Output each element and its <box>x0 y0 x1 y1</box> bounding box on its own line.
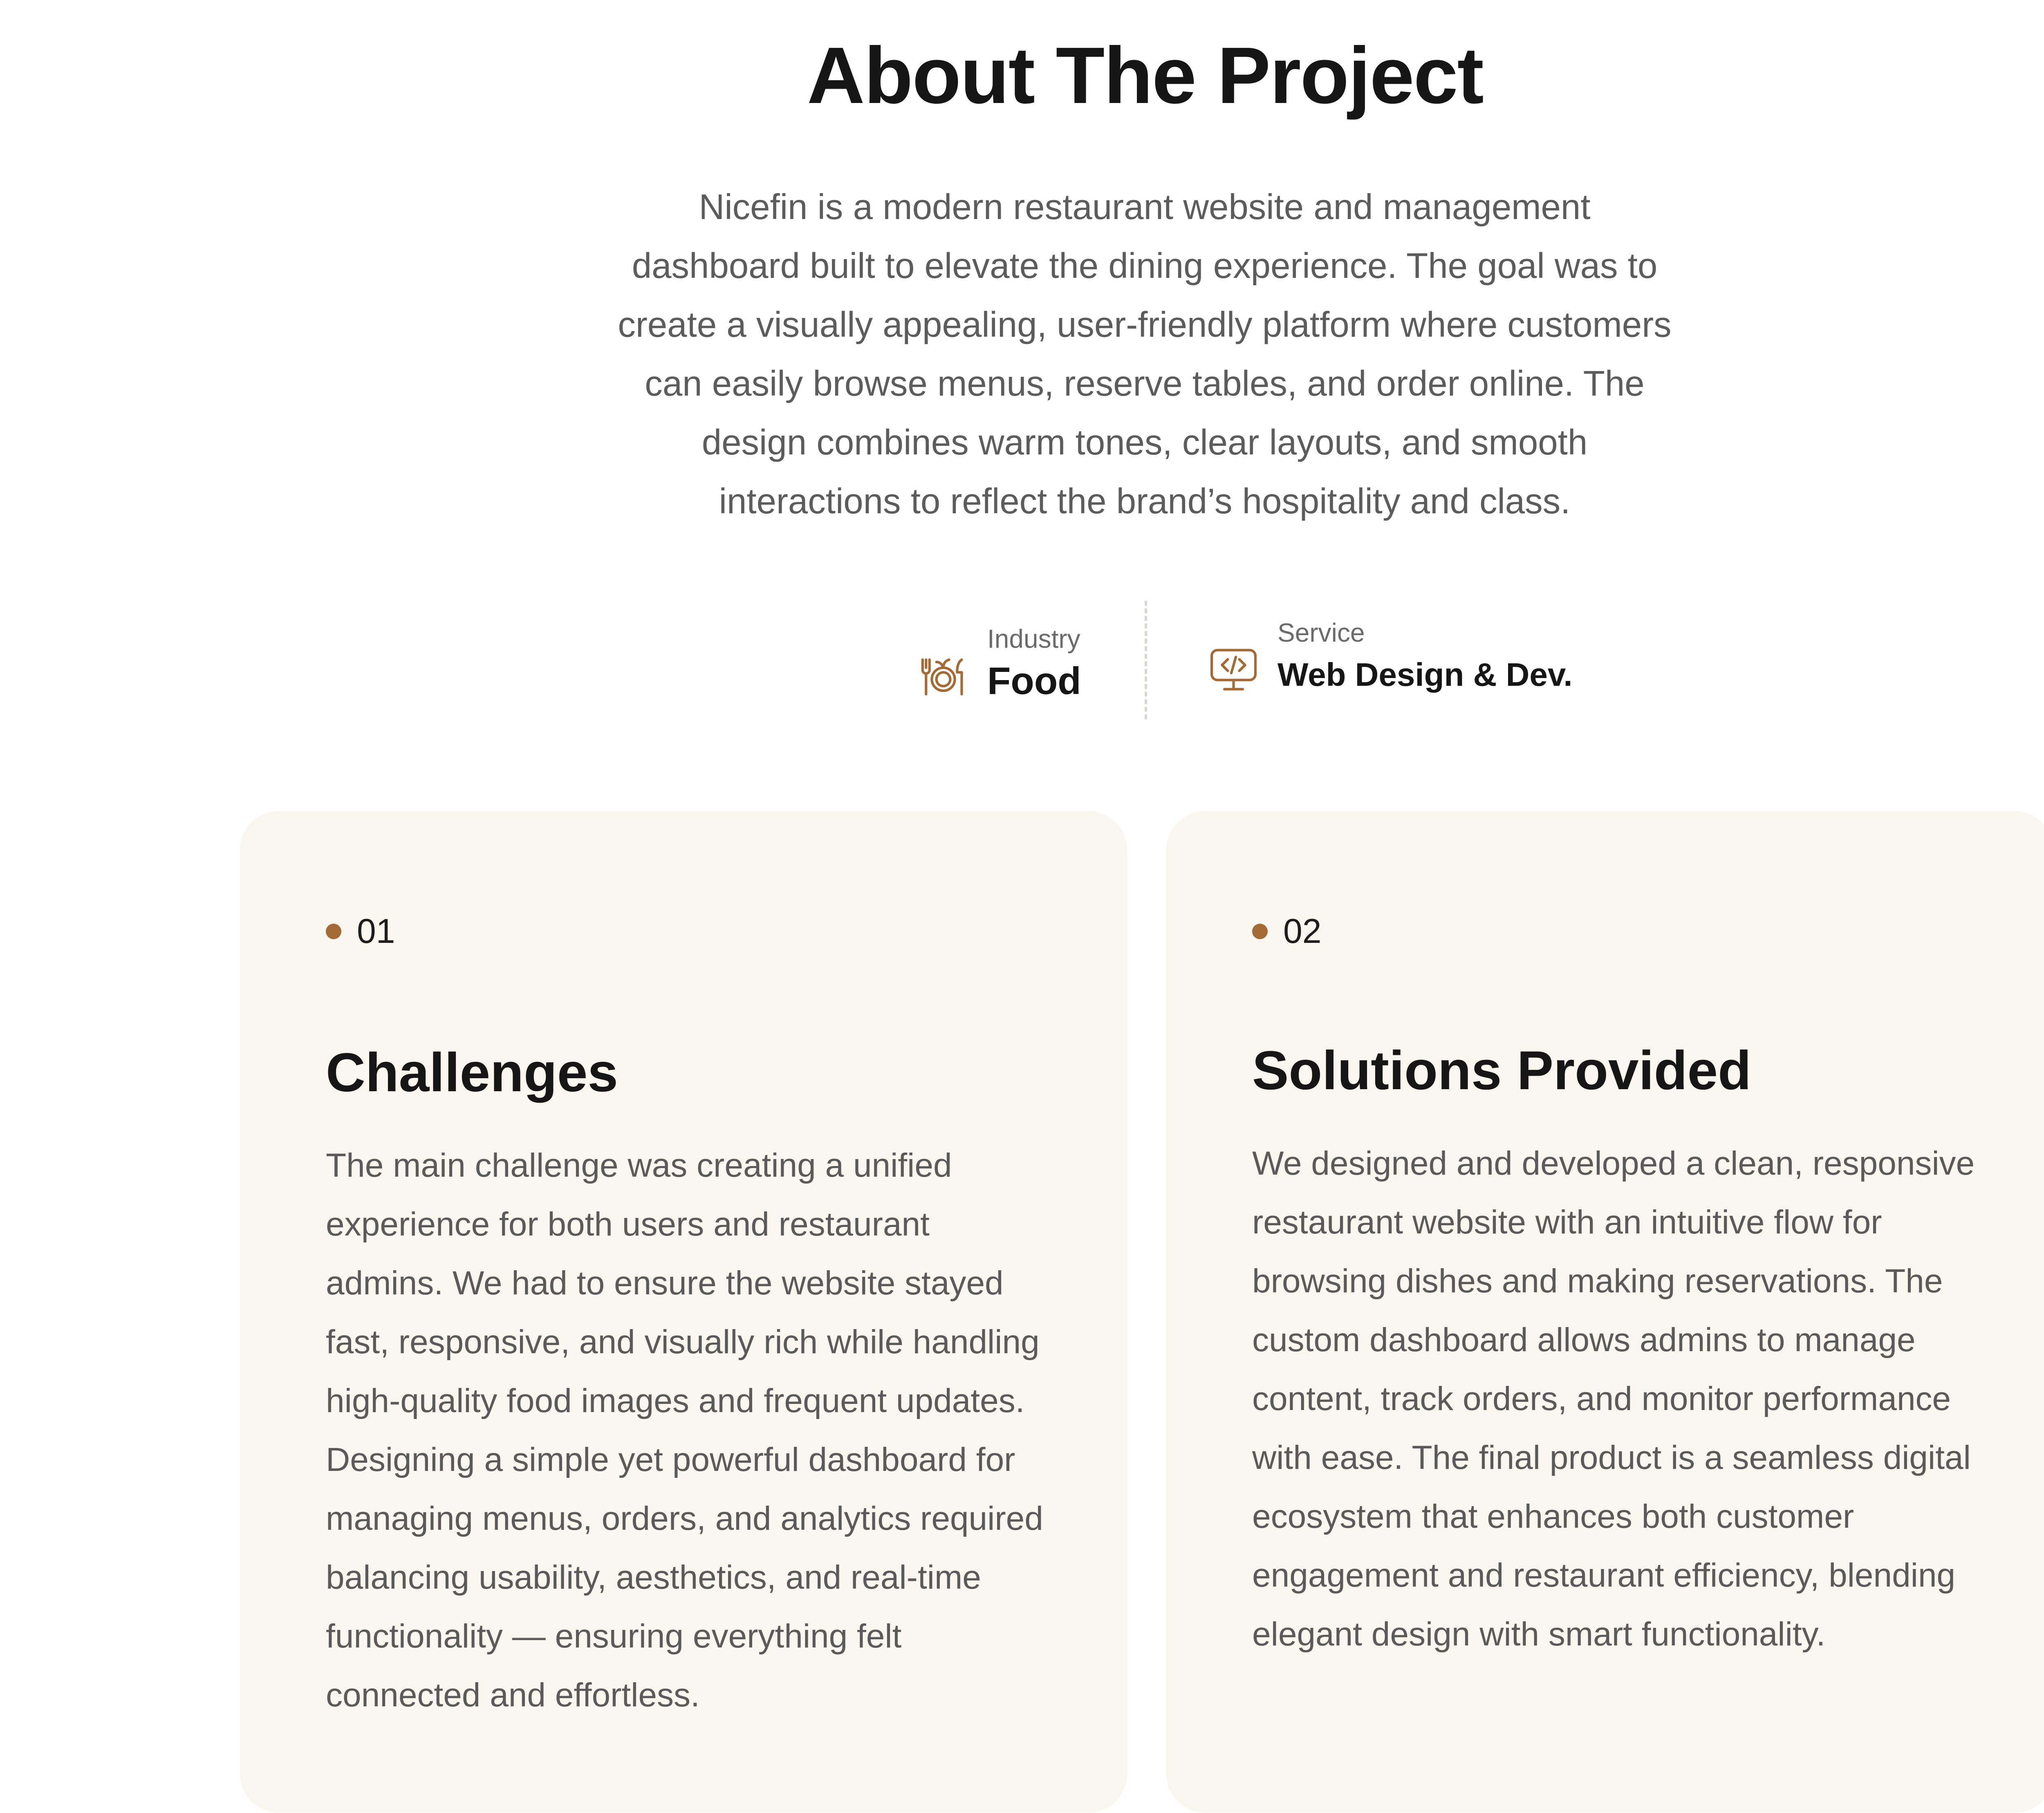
restaurant-dining-icon <box>916 648 971 703</box>
page-title: About The Project <box>807 31 1483 120</box>
code-monitor-icon <box>1206 642 1261 697</box>
industry-value: Food <box>987 659 1081 702</box>
project-meta <box>0 597 2044 727</box>
card-number-text: 02 <box>1283 912 1322 950</box>
card-body: We designed and developed a clean, responsive restaurant website with an intuitive flow for browsing dishes and making reservations. The custom dashboard allows admins to manage content, track orders, and monitor performance with ease. The final product is a seamless digital ecosystem that enhances both customer engagement and restaurant efficiency, blending elegant design with smart functionality. <box>1252 1145 1975 1653</box>
project-intro: Nicefin is a modern restaurant website and management dashboard built to elevate the dining experience. The goal was to create a visually appealing, user-friendly platform where customers can easily browse menus, reserve tables, and order online. The design combines warm tones, clear layouts, and smooth interactions to reflect the brand’s hospitality and class. <box>618 187 1672 521</box>
service-label: Service <box>1278 618 1365 647</box>
card-title: Challenges <box>326 1042 618 1103</box>
meta-divider <box>1145 601 1147 719</box>
solutions-card <box>1166 811 2044 1813</box>
bullet-dot-icon <box>326 924 341 939</box>
service-meta <box>1206 615 1573 699</box>
card-title: Solutions Provided <box>1252 1040 1751 1101</box>
bullet-dot-icon <box>1252 924 1268 939</box>
industry-label: Industry <box>987 624 1080 654</box>
card-body: The main challenge was creating a unified experience for both users and restaurant admins. We had to ensure the website stayed fast, responsive, and visually rich while handling high-quality food images and frequent updates. Designing a simple yet powerful dashboard for managing menus, orders, and analytics required balancing usability, aesthetics, and real-time functionality — ensuring everything felt connected and effortless. <box>326 1147 1043 1714</box>
challenges-card <box>240 811 1127 1813</box>
industry-meta <box>916 621 1081 705</box>
card-number-text: 01 <box>357 912 395 950</box>
card-number <box>1252 911 1321 951</box>
card-number <box>326 911 395 951</box>
service-value: Web Design & Dev. <box>1278 656 1573 693</box>
